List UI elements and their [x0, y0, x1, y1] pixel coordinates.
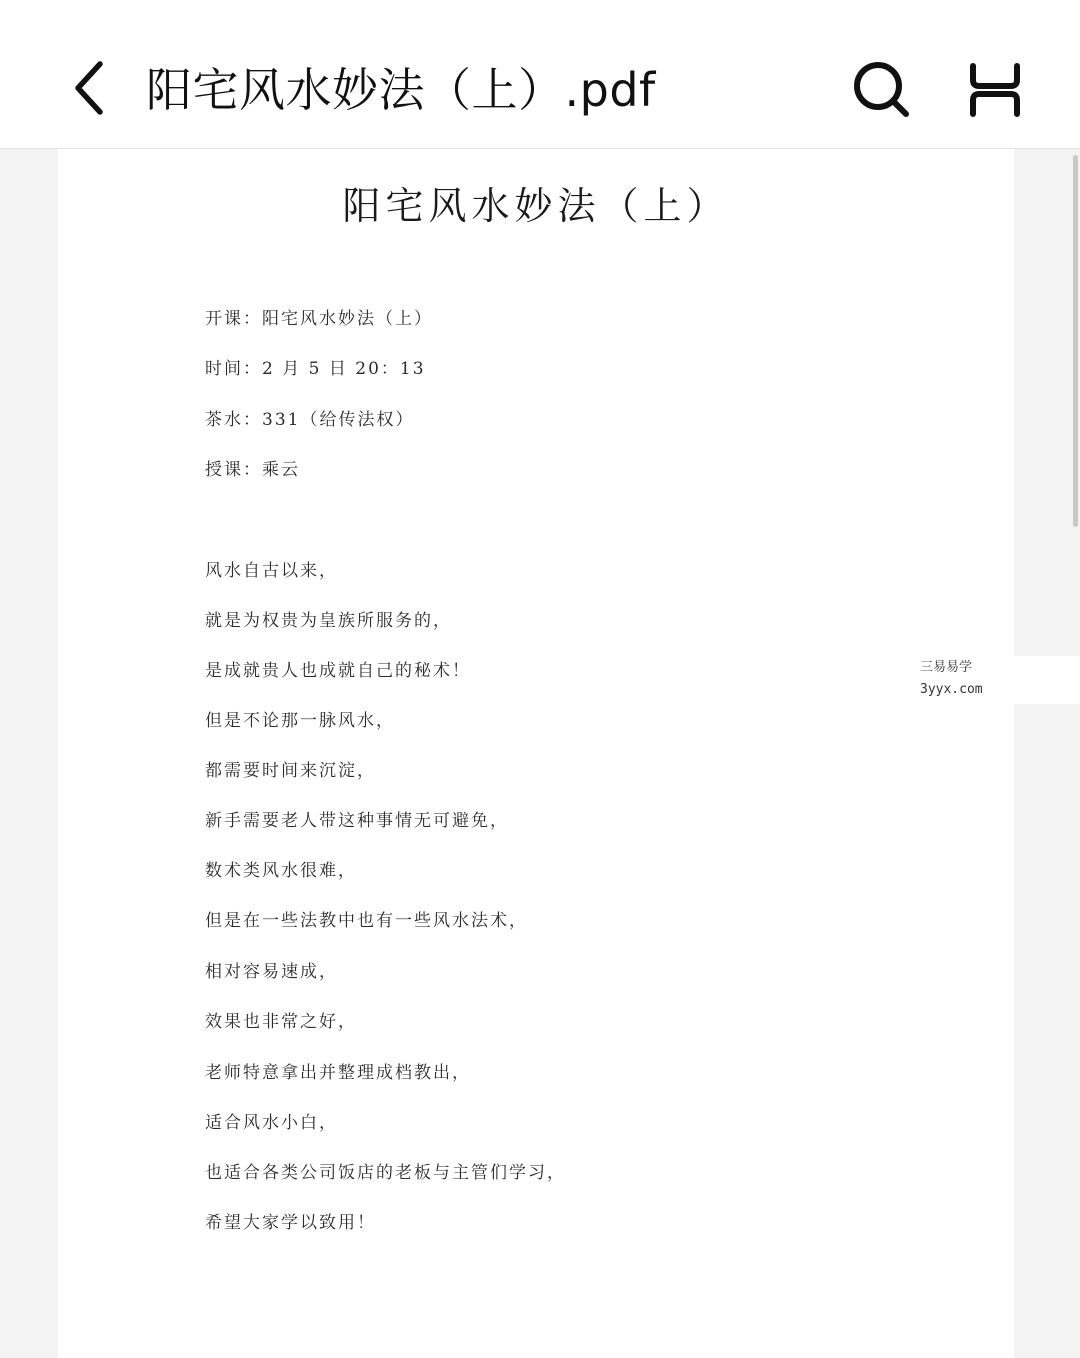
body-line: 相对容易速成，	[205, 962, 338, 982]
pdf-page	[58, 149, 1014, 1358]
body-line: 效果也非常之好，	[205, 1012, 357, 1032]
body-line: 也适合各类公司饭店的老板与主管们学习，	[205, 1163, 566, 1183]
watermark	[898, 656, 1080, 704]
watermark-url: 3yyx.com	[920, 682, 983, 697]
reading-mode-icon	[965, 62, 1025, 118]
reading-mode-button[interactable]	[960, 58, 1030, 122]
top-bar	[0, 0, 1080, 149]
body-line: 但是在一些法教中也有一些风水法术，	[205, 911, 528, 931]
back-button[interactable]	[58, 56, 118, 120]
body-line: 就是为权贵为皇族所服务的，	[205, 611, 452, 631]
body-line: 都需要时间来沉淀，	[205, 761, 376, 781]
body-line: 新手需要老人带这种事情无可避免，	[205, 811, 509, 831]
body-line: 数术类风水很难，	[205, 861, 357, 881]
search-button[interactable]	[846, 56, 916, 122]
info-line: 时间：2 月 5 日 20：13	[205, 359, 426, 379]
document-title: 阳宅风水妙法（上）.pdf	[146, 63, 656, 117]
scrollbar-thumb[interactable]	[1073, 155, 1078, 527]
body-line: 适合风水小白，	[205, 1113, 338, 1133]
body-line: 希望大家学以致用！	[205, 1213, 376, 1233]
info-line: 开课：阳宅风水妙法（上）	[205, 309, 433, 329]
body-line: 是成就贵人也成就自己的秘术！	[205, 661, 471, 681]
chevron-left-icon	[68, 58, 108, 118]
page-heading: 阳宅风水妙法（上）	[342, 184, 730, 228]
search-icon	[849, 57, 913, 121]
info-line: 茶水：331（给传法权）	[205, 410, 415, 430]
scrollbar[interactable]	[1070, 149, 1080, 1358]
document-viewer[interactable]	[0, 149, 1080, 1358]
body-line: 但是不论那一脉风水，	[205, 711, 395, 731]
body-line: 风水自古以来，	[205, 561, 338, 581]
watermark-text: 三易易学	[920, 660, 973, 675]
body-line: 老师特意拿出并整理成档教出，	[205, 1063, 471, 1083]
info-line: 授课：乘云	[205, 460, 300, 480]
